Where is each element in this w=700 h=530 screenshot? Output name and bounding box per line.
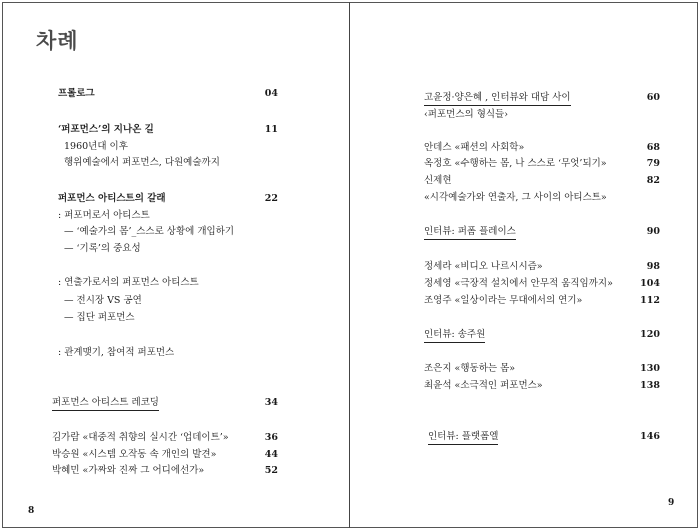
toc-entry-left-10 — [64, 312, 135, 324]
toc-page-number: 52 — [264, 465, 278, 476]
toc-entry-left-4 — [58, 193, 166, 205]
toc-entry-right-4 — [424, 175, 452, 187]
toc-entry-text: : 퍼포머로서 아티스트 — [58, 210, 150, 221]
toc-page-number: 112 — [640, 295, 660, 306]
toc-page-number: 82 — [646, 175, 660, 186]
toc-entry-text: — ‘기록’의 중요성 — [64, 243, 141, 254]
toc-entry-right-11 — [424, 363, 515, 375]
toc-entry-right-2 — [424, 142, 524, 154]
toc-entry-text: 고윤정·양은혜 , 인터뷰와 대담 사이 — [424, 92, 571, 106]
toc-page-number: 11 — [264, 124, 278, 135]
toc-entry-text: — ‘예술가의 몸’_스스로 상황에 개입하기 — [64, 226, 235, 237]
toc-page-number: 44 — [264, 449, 278, 460]
toc-entry-left-2 — [64, 141, 128, 153]
toc-entry-left-13 — [52, 432, 229, 444]
toc-entry-text: 조은지 «행동하는 몸» — [424, 363, 516, 374]
toc-entry-left-9 — [64, 295, 142, 307]
book-spine — [349, 2, 350, 528]
toc-entry-right-7 — [424, 261, 543, 273]
toc-entry-text: : 연출가로서의 퍼포먼스 아티스트 — [58, 277, 199, 288]
toc-entry-text: 퍼포먼스 아티스트의 갈래 — [58, 193, 166, 204]
toc-entry-text: : 관계맺기, 참여적 퍼포먼스 — [58, 347, 175, 358]
toc-entry-right-8 — [424, 278, 613, 290]
toc-entry-left-7 — [64, 243, 141, 255]
toc-entry-right-1 — [424, 109, 508, 121]
toc-entry-text: 인터뷰: 퍼폼 플레이스 — [424, 226, 516, 240]
toc-entry-left-11 — [58, 347, 174, 359]
toc-entry-left-12 — [52, 397, 159, 409]
toc-entry-text: 박승원 «시스템 오작동 속 개인의 발견» — [52, 449, 217, 460]
toc-page-number: 68 — [646, 142, 660, 153]
toc-entry-left-8 — [58, 277, 199, 289]
toc-page-number: 130 — [640, 363, 660, 374]
toc-entry-left-0 — [58, 88, 95, 100]
toc-entry-right-6 — [424, 226, 516, 238]
toc-entry-text: — 전시장 VS 공연 — [64, 295, 142, 306]
toc-page-number: 120 — [640, 329, 660, 340]
toc-entry-right-9 — [424, 295, 582, 307]
toc-entry-right-3 — [424, 158, 607, 170]
toc-entry-text: — 집단 퍼포먼스 — [64, 312, 135, 323]
toc-entry-left-1 — [58, 124, 154, 136]
page-title: 차례 — [36, 28, 79, 53]
toc-page-number: 79 — [646, 158, 660, 169]
toc-entry-left-3 — [64, 157, 220, 169]
toc-page-number: 104 — [640, 278, 660, 289]
toc-entry-text: 프롤로그 — [58, 88, 95, 99]
toc-page-number: 138 — [640, 380, 660, 391]
page-number-right: 9 — [668, 498, 675, 508]
toc-entry-right-5 — [424, 192, 607, 204]
toc-entry-text: 1960년대 이후 — [64, 141, 128, 152]
toc-page-number: 22 — [264, 193, 278, 204]
toc-entry-text: 신제현 — [424, 175, 452, 186]
toc-entry-text: 행위예술에서 퍼포먼스, 다원예술까지 — [64, 157, 220, 168]
toc-entry-left-5 — [58, 210, 150, 222]
toc-entry-left-15 — [52, 465, 204, 477]
toc-entry-text: 인터뷰: 플랫폼엘 — [428, 431, 498, 445]
toc-entry-text: 김가람 «대중적 취향의 실시간 ‘업데이트’» — [52, 432, 229, 443]
toc-entry-text: 최윤석 «소극적인 퍼포먼스» — [424, 380, 543, 391]
toc-entry-right-13 — [428, 431, 498, 443]
toc-entry-left-14 — [52, 449, 216, 461]
toc-entry-text: 인터뷰: 송주원 — [424, 329, 485, 343]
toc-page-number: 146 — [640, 431, 660, 442]
toc-entry-right-0 — [424, 92, 571, 104]
toc-entry-left-6 — [64, 226, 234, 238]
toc-entry-text: 퍼포먼스 아티스트 레코딩 — [52, 397, 159, 411]
toc-page-number: 36 — [264, 432, 278, 443]
toc-entry-text: 옥정호 «수행하는 몸, 나 스스로 ‘무엇’되기» — [424, 158, 607, 169]
toc-entry-text: 정세영 «극장적 설치에서 안무적 움직임까지» — [424, 278, 613, 289]
toc-entry-right-12 — [424, 380, 543, 392]
toc-entry-right-10 — [424, 329, 485, 341]
toc-entry-text: 조영주 «일상이라는 무대에서의 연기» — [424, 295, 583, 306]
toc-entry-text: ‘퍼포먼스’의 지나온 길 — [58, 124, 154, 135]
toc-entry-text: 정세라 «비디오 나르시시즘» — [424, 261, 543, 272]
toc-entry-text: 안데스 «패션의 사회학» — [424, 142, 525, 153]
toc-entry-text: 박혜민 «가짜와 진짜 그 어디에선가» — [52, 465, 205, 476]
toc-entry-text: «시각예술가와 연출자, 그 사이의 아티스트» — [424, 192, 607, 203]
toc-page-number: 60 — [646, 92, 660, 103]
toc-page-number: 90 — [646, 226, 660, 237]
page-number-left: 8 — [28, 506, 35, 516]
toc-page-number: 34 — [264, 397, 278, 408]
toc-entry-text: ‹퍼포먼스의 형식들› — [424, 109, 509, 120]
toc-page-number: 04 — [264, 88, 278, 99]
toc-page-number: 98 — [646, 261, 660, 272]
